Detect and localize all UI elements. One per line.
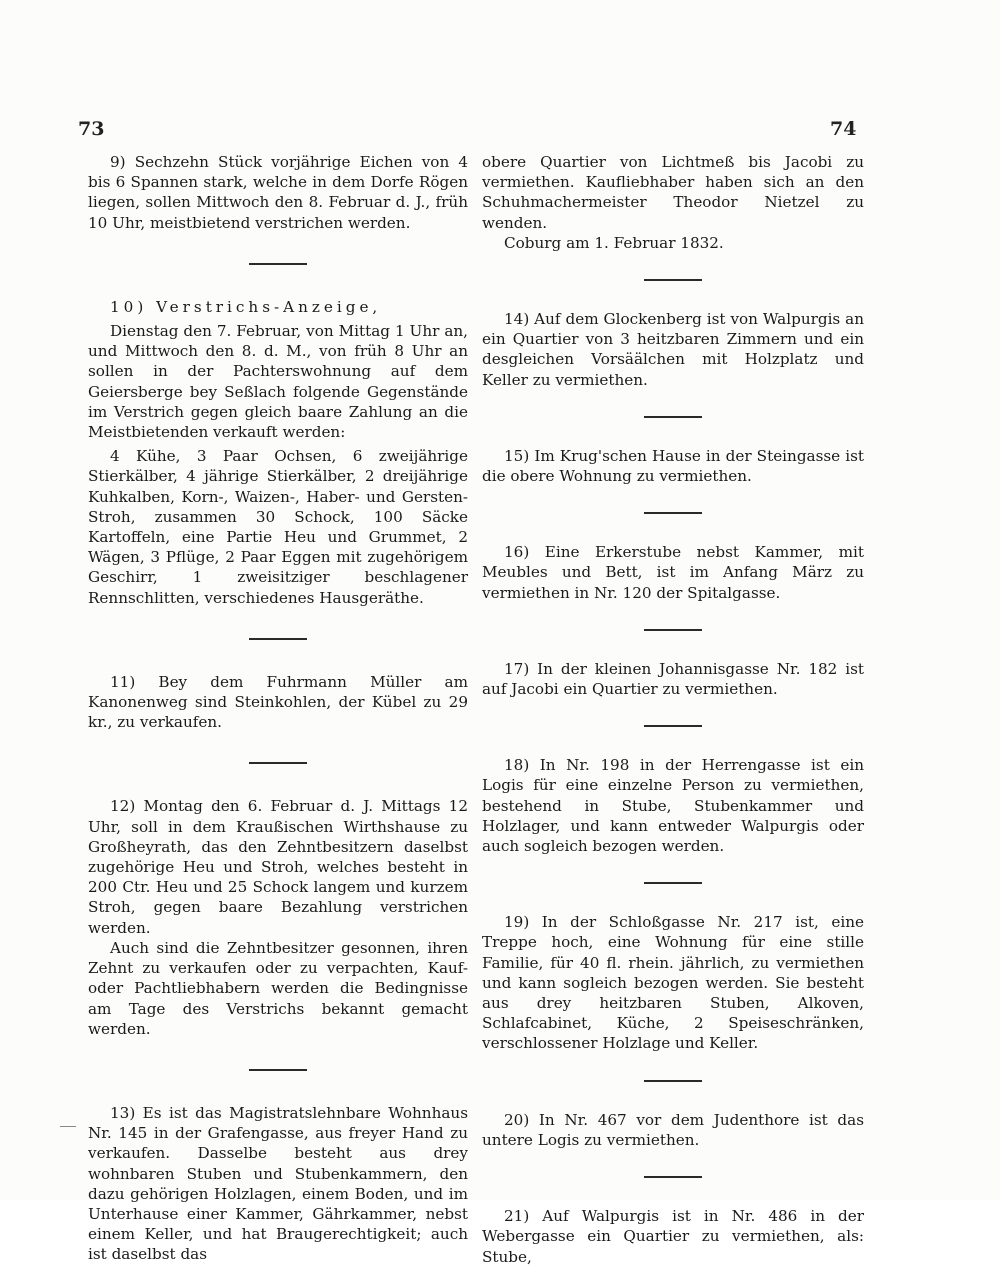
notice-16: 16) Eine Erkerstube nebst Kammer, mit Meubles und Bett, ist im Anfang März zu vermiethen in Nr. 120 der Spitalgasse. [482,543,864,602]
section-divider [249,762,307,764]
notice-14: 14) Auf dem Glockenberg ist von Walpurgis an ein Quartier von 3 heitzbaren Zimmern und ein desgleichen Vorsäälchen mit Holzplatz und Keller zu vermiethen. [482,310,864,389]
section-divider [644,512,702,514]
notice-21: 21) Auf Walpurgis ist in Nr. 486 in der Webergasse ein Quartier zu vermiethen, als: Stube, [482,1207,864,1266]
notice-18: 18) In Nr. 198 in der Herrengasse ist ein Logis für eine einzelne Person zu vermiethen, bestehend in Stube, Stubenkammer und Holzlager, und kann entweder Walpurgis oder auch sogleich bezogen werden. [482,756,864,856]
section-divider [644,1080,702,1082]
notice-13-place-date: Coburg am 1. Februar 1832. [504,233,724,252]
notice-19: 19) In der Schloßgasse Nr. 217 ist, eine Treppe hoch, eine Wohnung für eine stille Familie, für 40 fl. rhein. jährlich, zu vermiethen und kann sogleich bezogen werden. Sie besteht aus drey heitzbaren Stuben, Alkoven, Schlafcabinet, Küche, 2 Speiseschränken, verschlossener Holzlage und Keller. [482,913,864,1053]
section-divider [644,416,702,418]
section-divider [644,1176,702,1178]
page-number-right: 74 [830,118,857,140]
notice-10-body: Dienstag den 7. Februar, von Mittag 1 Uhr an, und Mittwoch den 8. d. M., von früh 8 Uhr an sollen in der Pachterswohnung auf dem Geiersberge bey Seßlach folgende Gegenstände im Verstrich gegen gleich baare Zahlung an die Meistbietenden verkauft werden: [88,322,468,442]
section-divider [644,629,702,631]
section-divider [644,725,702,727]
notice-12-part-b: Auch sind die Zehntbesitzer gesonnen, ihren Zehnt zu verkaufen oder zu verpachten, Kauf- oder Pachtliebhabern werden die Bedingnisse am Tage des Verstrichs bekannt gemacht werden. [88,938,468,1038]
page-number-left: 73 [78,118,105,140]
notice-10-items: 4 Kühe, 3 Paar Ochsen, 6 zweijährige Stierkälber, 4 jährige Stierkälber, 2 dreijährige Kuhkalben, Korn-, Waizen-, Haber- und Gersten-Stroh, zusammen 30 Schock, 100 Säcke Kartoffeln, eine Partie Heu und Grummet, 2 Wägen, 3 Pflüge, 2 Paar Eggen mit zugehörigem Geschirr, 1 zweisitziger beschlagener Rennschlitten, verschiedenes Hausgeräthe. [88,447,468,607]
notice-9: 9) Sechzehn Stück vorjährige Eichen von 4 bis 6 Spannen stark, welche in dem Dorfe Rögen liegen, sollen Mittwoch den 8. Februar d. J., früh 10 Uhr, meistbietend verstrichen werden. [88,153,468,232]
section-divider [644,279,702,281]
notice-13-continued: obere Quartier von Lichtmeß bis Jacobi zu vermiethen. Kaufliebhaber haben sich an den Schuhmachermeister Theodor Nietzel zu wenden. [482,153,864,232]
notice-13: 13) Es ist das Magistratslehnbare Wohnhaus Nr. 145 in der Grafengasse, aus freyer Hand zu verkaufen. Dasselbe besteht aus drey wohnbaren Stuben und Stubenkammern, den dazu gehörigen Holzlagen, einem Boden, und im Unterhause einer Kammer, Gährkammer, nebst einem Keller, und hat Braugerechtigkeit; auch ist daselbst das [88,1103,468,1264]
right-column [482,152,864,1267]
notice-12-part-a: 12) Montag den 6. Februar d. J. Mittags 12 Uhr, soll in dem Kraußischen Wirthshause zu Großheyrath, das den Zehntbesitzern daselbst zugehörige Heu und Stroh, welches besteht in 200 Ctr. Heu und 25 Schock langem und kurzem Stroh, gegen baare Bezahlung verstrichen werden. [88,797,468,937]
left-column [88,152,468,1265]
notice-15: 15) Im Krug'schen Hause in der Steingasse ist die obere Wohnung zu vermiethen. [482,446,864,486]
margin-mark [60,1126,76,1127]
section-divider [249,263,307,265]
section-divider [249,638,307,640]
notice-10-heading: 10) Verstrichs-Anzeige, [110,297,382,316]
section-divider [249,1069,307,1071]
notice-17: 17) In der kleinen Johannisgasse Nr. 182 ist auf Jacobi ein Quartier zu vermiethen. [482,659,864,699]
section-divider [644,882,702,884]
notice-11: 11) Bey dem Fuhrmann Müller am Kanonenweg sind Steinkohlen, der Kübel zu 29 kr., zu verkaufen. [88,672,468,732]
notice-20: 20) In Nr. 467 vor dem Judenthore ist das untere Logis zu vermiethen. [482,1110,864,1149]
